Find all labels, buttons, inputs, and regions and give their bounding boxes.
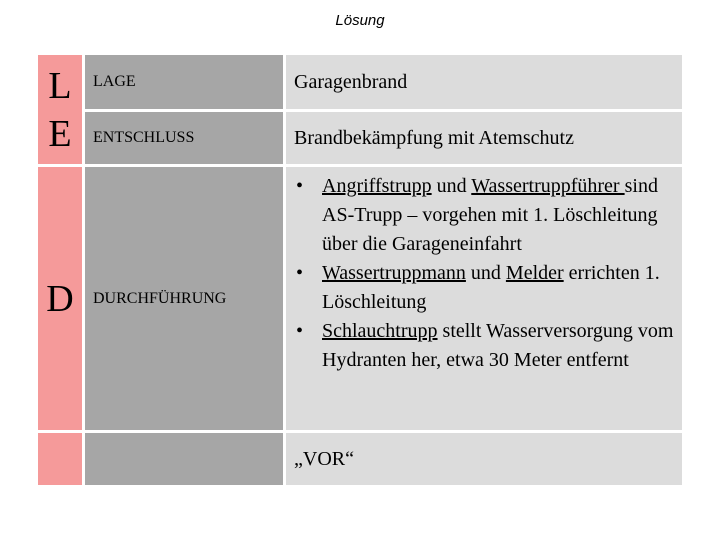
durchfuehrung-list [294, 172, 676, 375]
bullet-term: Schlauchtrupp [322, 320, 438, 342]
bullet-icon: • [296, 262, 304, 284]
letter-e: E [48, 112, 72, 155]
page-title: Lösung [335, 12, 385, 29]
bullet-icon: • [296, 320, 304, 342]
list-item [294, 172, 676, 259]
label-cell-entschluss [85, 112, 283, 164]
label-cell-durchfuehrung [85, 167, 283, 430]
letter-cell-l-e [38, 55, 82, 164]
bullet-term: Angriffstrupp [322, 175, 432, 197]
content-cell-lage [286, 55, 682, 109]
label-entschluss: ENTSCHLUSS [93, 129, 195, 146]
letter-cell-empty [38, 433, 82, 485]
value-vor: „VOR“ [294, 448, 354, 470]
bullet-term: Melder [505, 262, 564, 284]
letter-l: L [48, 64, 72, 107]
label-cell-empty [85, 433, 283, 485]
label-cell-lage [85, 55, 283, 109]
letter-d: D [46, 277, 74, 320]
label-lage: LAGE [93, 73, 136, 90]
content-cell-durchfuehrung [286, 167, 682, 430]
bullet-term: Wassertruppführer [471, 175, 625, 197]
content-cell-entschluss [286, 112, 682, 164]
label-durchfuehrung: DURCHFÜHRUNG [93, 289, 227, 307]
list-item [294, 259, 676, 317]
bullet-text: errichten 1. Löschleitung [322, 262, 660, 313]
value-entschluss: Brandbekämpfung mit Atemschutz [294, 127, 574, 149]
content-cell-last [286, 433, 682, 485]
bullet-term: Wassertruppmann [322, 262, 466, 284]
letter-cell-d [38, 167, 82, 430]
value-lage: Garagenbrand [294, 71, 408, 93]
bullet-text: sind AS-Trupp – vorgehen mit 1. Löschleitung über die Garageneinfahrt [322, 175, 658, 255]
list-item [294, 317, 676, 375]
bullet-text: stellt Wasserversorgung vom Hydranten her, etwa 30 Meter entfernt [322, 320, 674, 371]
bullet-icon: • [296, 175, 304, 197]
bullet-text: und [465, 262, 506, 284]
bullet-text: und [431, 175, 472, 197]
